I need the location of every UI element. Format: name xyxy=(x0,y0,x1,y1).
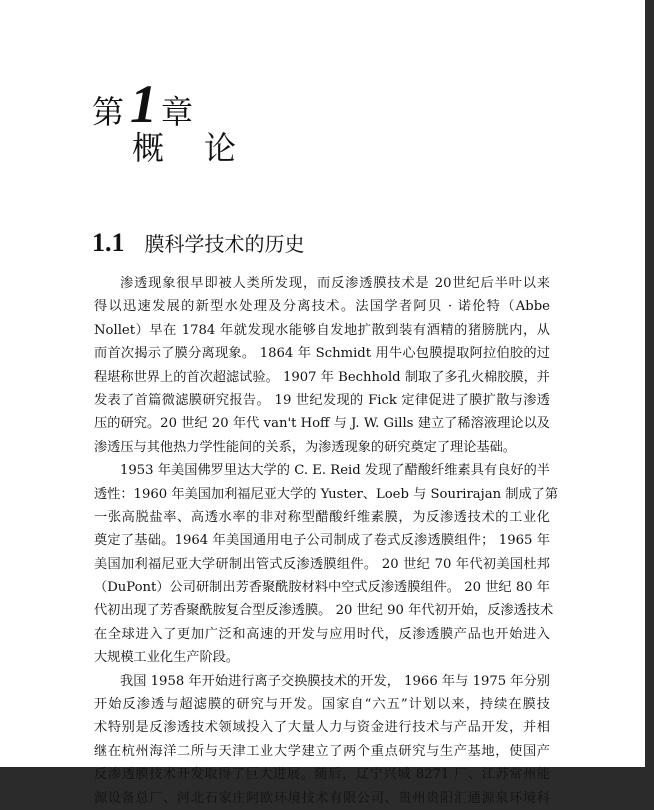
paragraph-line: 我国 1958 年开始进行离子交换膜技术的开发， 1966 年与 1975 年分别 xyxy=(120,673,550,689)
section-heading xyxy=(92,228,305,258)
paragraph-line: 开始反渗透与超滤膜的研究与开发。国家自“六五”计划以来，持续在膜技 xyxy=(94,697,550,713)
paragraph-line: 程堪称世界上的首次超滤试验。 1907 年 Bechhold 制取了多孔火棉胶膜，并 xyxy=(94,369,550,385)
paragraph-line: 继在杭州海洋二所与天津工业大学建立了两个重点研究与生产基地，使国产 xyxy=(94,743,550,759)
paragraph-line: 反渗透膜技术开发取得了巨大进展。随后，辽宁兴城 8271 厂、江苏常州能 xyxy=(94,767,550,783)
paragraph-line: 美国加利福尼亚大学研制出管式反渗透膜组件。 20 世纪 70 年代初美国杜邦 xyxy=(94,556,550,572)
paragraph-line: 渗透压与其他热力学性能间的关系，为渗透现象的研究奠定了理论基础。 xyxy=(94,439,516,455)
paragraph-line: 奠定了基础。1964 年美国通用电子公司制成了卷式反渗透膜组件； 1965 年 xyxy=(94,533,550,549)
paragraph-line: 一张高脱盐率、高透水率的非对称型醋酸纤维素膜，为反渗透技术的工业化 xyxy=(94,509,550,525)
chapter-number-line xyxy=(92,74,276,135)
chapter-heading xyxy=(92,74,277,167)
paragraph-line: 大规模工业化生产阶段。 xyxy=(94,650,240,666)
paragraph-line: 得以迅速发展的新型水处理及分离技术。法国学者阿贝 · 诺伦特（Abbe xyxy=(94,299,550,315)
paragraph-line: 代初出现了芳香聚酰胺复合型反渗透膜。 20 世纪 90 年代初开始，反渗透技术 xyxy=(94,603,554,619)
paragraph-line: （DuPont）公司研制出芳香聚酰胺材料中空式反渗透膜组件。 20 世纪 80 年 xyxy=(94,580,550,596)
body-text xyxy=(94,272,559,810)
section-title: 膜科学技术的历史 xyxy=(144,232,305,256)
paragraph-line: 渗透现象很早即被人类所发现，而反渗透膜技术是 20世纪后半叶以来 xyxy=(120,276,550,291)
paragraph-line: 而首次揭示了膜分离现象。 1864 年 Schmidt 用牛心包膜提取阿拉伯胶的过 xyxy=(94,346,550,362)
paragraph-line: 源设备总厂、河北石家庄阿欧环境技术有限公司、贵州贵阳汇通源泉环境科 xyxy=(94,790,550,806)
section-number: 1.1 xyxy=(92,228,125,257)
chapter-prefix: 第 xyxy=(92,93,125,131)
paragraph-line: Nollet）早在 1784 年就发现水能够自发地扩散到装有酒精的猪膀胱内，从 xyxy=(94,322,550,338)
chapter-number: 1 xyxy=(130,74,158,135)
paragraph-line: 透性：1960 年美国加利福尼亚大学的 Yuster、Loeb 与 Sourirajan 制成了第 xyxy=(94,486,559,502)
paragraph-line: 在全球进入了更加广泛和高速的开发与应用时代，反渗透膜产品也开始进入 xyxy=(94,626,550,642)
chapter-suffix: 章 xyxy=(161,93,194,131)
paragraph-line: 压的研究。20 世纪 20 年代 van't Hoff 与 J. W. Gills 建立了稀溶液理论以及 xyxy=(94,416,550,432)
paragraph-line: 1953 年美国佛罗里达大学的 C. E. Reid 发现了醋酸纤维素具有良好的半 xyxy=(120,463,550,479)
chapter-title: 概论 xyxy=(132,129,277,167)
paragraph-line: 术特别是反渗透技术领域投入了大量人力与资金进行技术与产品开发，并相 xyxy=(94,720,550,736)
paragraph-line: 发表了首篇微滤膜研究报告。 19 世纪发现的 Fick 定律促进了膜扩散与渗透 xyxy=(94,392,550,408)
